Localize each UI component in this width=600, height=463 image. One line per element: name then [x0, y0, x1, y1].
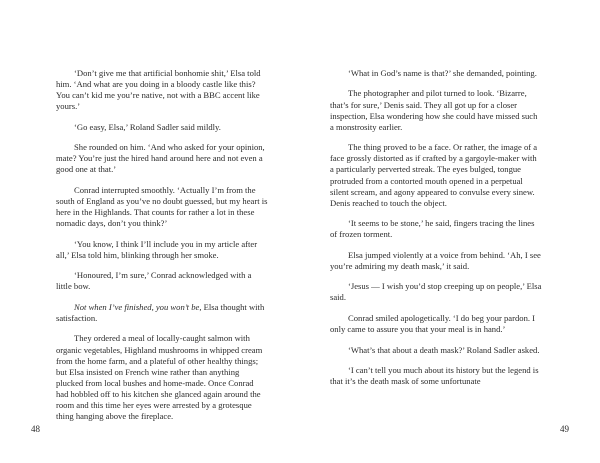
page-number-left: 48 — [31, 424, 40, 434]
paragraph: ‘Don’t give me that artificial bonhomie shit,’ Elsa told him. ‘And what are you doing in a bloody castle like this? You can’t kid me you’re native, not with a BBC accent like yours.’ — [56, 68, 261, 112]
paragraph: ‘What’s that about a death mask?’ Roland Sadler asked. — [348, 344, 540, 355]
italic-thought: Not when I’ve finished, you won’t be — [74, 301, 200, 312]
italic-paragraph — [56, 302, 268, 324]
paragraph: She rounded on him. ‘And who asked for your opinion, mate? You’re just the hired hand around here and not even a good one at that.’ — [56, 142, 265, 175]
paragraph: ‘It seems to be stone,’ he said, fingers tracing the lines of frozen torment. — [330, 218, 535, 240]
paragraph: ‘What in God’s name is that?’ she demanded, pointing. — [348, 68, 537, 78]
right-page-text — [330, 68, 542, 387]
paragraph: ‘Honoured, I’m sure,’ Conrad acknowledged with a little bow. — [56, 270, 252, 292]
paragraph: Conrad smiled apologetically. ‘I do beg your pardon. I only came to assure you that your meal is in hand.’ — [330, 312, 536, 335]
paragraph: Elsa jumped violently at a voice from behind. ‘Ah, I see you’re admiring my death mask,’ it said. — [330, 249, 541, 271]
paragraph: The thing proved to be a face. Or rather, the image of a face grossly distorted as if crafted by a gargoyle-maker with a particularly perverted streak. The eyes bulged, tongue protruded from a contorted mouth opened in a perpetual silent scream, and agony appeared to convulse every sinew. Denis reached to touch the object. — [330, 142, 538, 208]
paragraph: ‘Go easy, Elsa,’ Roland Sadler said mildly. — [74, 121, 221, 132]
left-page-text — [56, 68, 268, 422]
italic-paragraph-rest: , Elsa thought with satisfaction. — [56, 301, 265, 323]
paragraph: ‘Jesus — I wish you’d stop creeping up on people,’ Elsa said. — [330, 281, 542, 303]
paragraph: They ordered a meal of locally-caught salmon with organic vegetables, Highland mushrooms in whipped cream from the home farm, and a plateful of other healthy things; but Elsa insisted on French wine rather than anything plucked from local bushes and home-made. Once Conrad had hobbled off to his kitchen she glanced again around the room and this time her eyes were arrested by a grotesque thing hanging above the fireplace. — [56, 333, 263, 422]
right-page — [300, 0, 600, 463]
paragraph: Conrad interrupted smoothly. ‘Actually I’m from the south of England as you’ve no doubt guessed, but my heart is here in the Highlands. That counts for rather a lot in these nomadic days, don’t you think?’ — [56, 184, 268, 229]
paragraph: ‘I can’t tell you much about its history but the legend is that it’s the death mask of some unfortunate — [330, 365, 539, 387]
paragraph: ‘You know, I think I’ll include you in my article after all,’ Elsa told him, blinking through her smoke. — [56, 238, 258, 260]
paragraph: The photographer and pilot turned to look. ‘Bizarre, that’s for sure,’ Denis said. They all got up for a closer inspection, Elsa wondering how she could have missed such a monstrosity earlier. — [330, 88, 538, 132]
page-number-right: 49 — [560, 424, 569, 434]
